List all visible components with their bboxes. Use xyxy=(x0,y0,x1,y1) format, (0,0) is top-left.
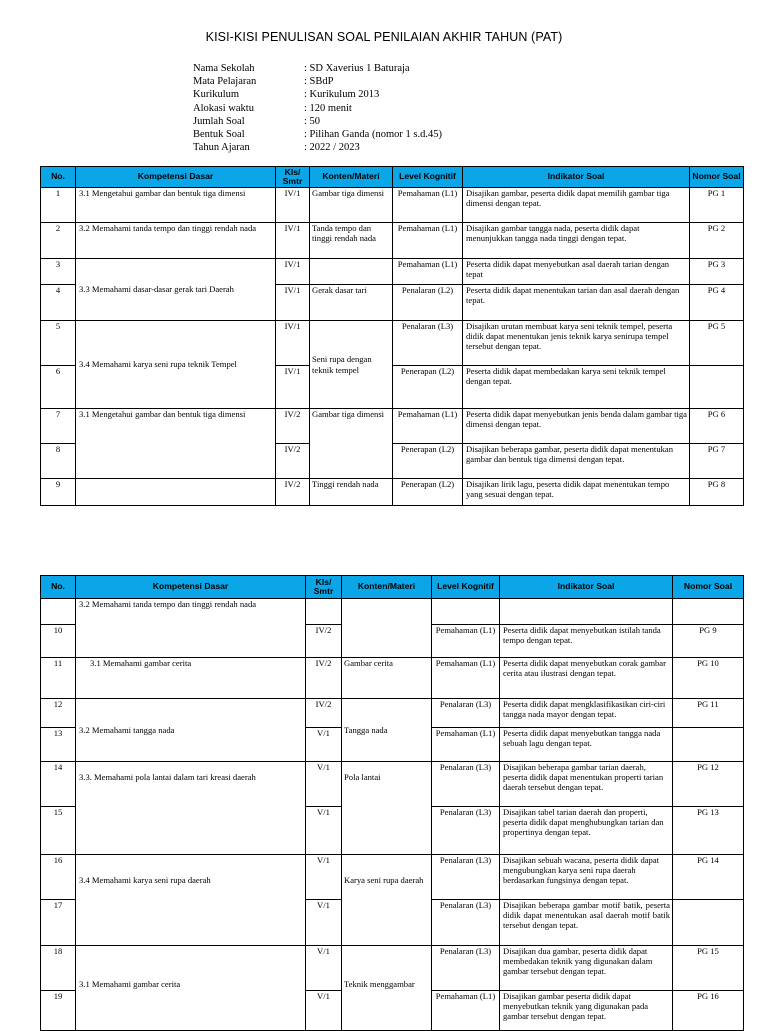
cell-konten xyxy=(342,599,432,658)
cell-kompetensi: 3.1 Memahami gambar cerita xyxy=(76,946,306,1031)
cell-no: 12 xyxy=(41,699,76,728)
cell-kls: IV/1 xyxy=(276,285,310,321)
cell-no: 10 xyxy=(41,625,76,658)
cell-konten xyxy=(310,259,393,285)
header-level: Level Kognitif xyxy=(393,167,463,188)
cell-nomor: PG 15 xyxy=(673,946,744,991)
cell-nomor: PG 6 xyxy=(690,409,744,444)
cell-no: 9 xyxy=(41,479,76,506)
info-row xyxy=(193,75,442,88)
kisi-table-1 xyxy=(40,166,744,506)
cell-konten: Tangga nada xyxy=(342,699,432,762)
info-label: Tahun Ajaran xyxy=(193,142,250,154)
info-value: : 120 menit xyxy=(304,102,352,114)
cell-no: 13 xyxy=(41,728,76,762)
cell-indikator: Disajikan gambar tangga nada, peserta didik dapat menunjukkan tangga nada tinggi dengan tepat. xyxy=(463,223,690,259)
cell-kompetensi: 3.4 Memahami karya seni rupa daerah xyxy=(76,855,306,946)
info-value: : 50 xyxy=(304,115,321,127)
cell-kls: IV/2 xyxy=(306,658,342,699)
cell-no: 17 xyxy=(41,900,76,946)
cell-konten: Gambar cerita xyxy=(342,658,432,699)
table-row xyxy=(41,479,744,506)
cell-kls: IV/1 xyxy=(276,366,310,409)
info-label: Jumlah Soal xyxy=(193,115,245,127)
cell-no: 7 xyxy=(41,409,76,444)
info-value: : SBdP xyxy=(304,76,334,88)
cell-indikator: Disajikan dua gambar, peserta didik dapat membedakan teknik yang digunakan dalam gambar tersebut dengan tepat. xyxy=(500,946,673,991)
header-no: No. xyxy=(41,576,76,599)
cell-nomor: PG 4 xyxy=(690,285,744,321)
cell-no: 15 xyxy=(41,807,76,855)
cell-kls: V/1 xyxy=(306,855,342,900)
cell-level: Pemahaman (L1) xyxy=(432,728,500,762)
cell-nomor: PG 3 xyxy=(690,259,744,285)
cell-no: 5 xyxy=(41,321,76,366)
table-row xyxy=(41,599,744,625)
cell-nomor: PG 5 xyxy=(690,321,744,366)
cell-kompetensi: 3.1 Mengetahui gambar dan bentuk tiga dimensi xyxy=(76,188,276,223)
cell-level: Penalaran (L3) xyxy=(432,807,500,855)
cell-no: 8 xyxy=(41,444,76,479)
cell-level: Penalaran (L3) xyxy=(432,946,500,991)
cell-konten: Pola lantai xyxy=(342,762,432,855)
info-value: : SD Xaverius 1 Baturaja xyxy=(304,63,410,74)
cell-level: Penalaran (L3) xyxy=(432,699,500,728)
table-row xyxy=(41,855,744,900)
cell-level: Pemahaman (L1) xyxy=(432,658,500,699)
table-header-row xyxy=(41,576,744,599)
cell-level: Pemahaman (L1) xyxy=(432,991,500,1031)
table-row xyxy=(41,762,744,807)
cell-level: Penalaran (L3) xyxy=(393,321,463,366)
table-row xyxy=(41,699,744,728)
cell-indikator: Disajikan sebuah wacana, peserta didik dapat mengubungkan karya seni rupa daerah berdasarkan fungsinya dengan tepat. xyxy=(500,855,673,900)
cell-no: 3 xyxy=(41,259,76,285)
cell-kompetensi: 3.3. Memahami pola lantai dalam tari kreasi daerah xyxy=(76,762,306,855)
cell-kls: V/1 xyxy=(306,991,342,1031)
cell-indikator: Peserta didik dapat menentukan tarian dan asal daerah dengan tepat. xyxy=(463,285,690,321)
cell-level: Pemahaman (L1) xyxy=(393,223,463,259)
cell-level xyxy=(432,599,500,625)
cell-indikator: Peserta didik dapat menyebutkan jenis benda dalam gambar tiga dimensi dengan tepat. xyxy=(463,409,690,444)
cell-no xyxy=(41,599,76,625)
info-label: Bentuk Soal xyxy=(193,128,245,140)
cell-kls: V/1 xyxy=(306,900,342,946)
info-label: Alokasi waktu xyxy=(193,102,254,114)
header-kompetensi: Kompetensi Dasar xyxy=(76,167,276,188)
cell-indikator: Disajikan lirik lagu, peserta didik dapat menentukan tempo yang sesuai dengan tepat. xyxy=(463,479,690,506)
table-row xyxy=(41,223,744,259)
header-kompetensi: Kompetensi Dasar xyxy=(76,576,306,599)
cell-kompetensi: 3.4 Memahami karya seni rupa teknik Tempel xyxy=(76,321,276,409)
cell-kls: IV/2 xyxy=(276,479,310,506)
cell-nomor xyxy=(673,599,744,625)
cell-no: 2 xyxy=(41,223,76,259)
cell-indikator: Peserta didik dapat membedakan karya seni teknik tempel dengan tepat. xyxy=(463,366,690,409)
cell-level: Penalaran (L2) xyxy=(393,285,463,321)
cell-nomor: PG 12 xyxy=(673,762,744,807)
header-kls: Kls/ Smtr xyxy=(276,167,310,188)
cell-kls: IV/1 xyxy=(276,223,310,259)
cell-indikator: Disajikan gambar, peserta didik dapat memilih gambar tiga dimensi dengan tepat. xyxy=(463,188,690,223)
cell-nomor: PG 9 xyxy=(673,625,744,658)
table-row xyxy=(41,259,744,285)
info-row xyxy=(193,141,442,154)
cell-indikator: Peserta didik dapat mengklasifikasikan ciri-ciri tangga nada mayor dengan tepat. xyxy=(500,699,673,728)
cell-kls: IV/2 xyxy=(276,444,310,479)
info-label: Mata Pelajaran xyxy=(193,76,257,88)
info-label: Nama Sekolah xyxy=(193,63,255,74)
cell-konten: Gerak dasar tari xyxy=(310,285,393,321)
cell-level: Penerapan (L2) xyxy=(393,444,463,479)
cell-no: 19 xyxy=(41,991,76,1031)
cell-nomor: PG 1 xyxy=(690,188,744,223)
table-row xyxy=(41,658,744,699)
cell-level: Pemahaman (L1) xyxy=(393,409,463,444)
header-kls: Kls/ Smtr xyxy=(306,576,342,599)
cell-kompetensi: 3.1 Mengetahui gambar dan bentuk tiga dimensi xyxy=(76,409,276,479)
cell-level: Pemahaman (L1) xyxy=(393,188,463,223)
kisi-table-2 xyxy=(40,575,744,1031)
cell-indikator: Disajikan beberapa gambar, peserta didik dapat menentukan gambar dan bentuk tiga dimensi dengan tepat. xyxy=(463,444,690,479)
cell-kls: V/1 xyxy=(306,728,342,762)
document-title: KISI-KISI PENULISAN SOAL PENILAIAN AKHIR TAHUN (PAT) xyxy=(205,30,563,44)
info-row xyxy=(193,88,442,101)
cell-kls: IV/2 xyxy=(276,409,310,444)
cell-nomor xyxy=(690,366,744,409)
cell-no: 1 xyxy=(41,188,76,223)
cell-kls: IV/1 xyxy=(276,259,310,285)
info-value: : 2022 / 2023 xyxy=(304,142,360,154)
cell-nomor: PG 14 xyxy=(673,855,744,900)
info-value: : Pilihan Ganda (nomor 1 s.d.45) xyxy=(304,128,442,140)
cell-konten: Tanda tempo dan tinggi rendah nada xyxy=(310,223,393,259)
info-label: Kurikulum xyxy=(193,89,240,101)
cell-no: 6 xyxy=(41,366,76,409)
cell-indikator: Disajikan gambar peserta didik dapat menyebutkan teknik yang digunakan pada gambar tersebut dengan tepat. xyxy=(500,991,673,1031)
table-row xyxy=(41,188,744,223)
table-row xyxy=(41,946,744,991)
cell-konten: Seni rupa dengan teknik tempel xyxy=(310,321,393,409)
cell-kompetensi: 3.1 Memahami gambar cerita xyxy=(76,658,306,699)
cell-kls: V/1 xyxy=(306,762,342,807)
cell-level: Penerapan (L2) xyxy=(393,479,463,506)
cell-level: Penerapan (L2) xyxy=(393,366,463,409)
info-row xyxy=(193,115,442,128)
cell-nomor: PG 16 xyxy=(673,991,744,1031)
cell-no: 16 xyxy=(41,855,76,900)
cell-konten: Karya seni rupa daerah xyxy=(342,855,432,946)
cell-kompetensi: 3.2 Memahami tangga nada xyxy=(76,699,306,762)
cell-nomor: PG 8 xyxy=(690,479,744,506)
cell-kls: V/1 xyxy=(306,807,342,855)
info-row xyxy=(193,62,442,75)
cell-level: Penalaran (L3) xyxy=(432,762,500,807)
cell-nomor: PG 10 xyxy=(673,658,744,699)
cell-indikator: Disajikan beberapa gambar tarian daerah, peserta didik dapat menentukan properti tarian daerah tersebut dengan tepat. xyxy=(500,762,673,807)
cell-konten: Tinggi rendah nada xyxy=(310,479,393,506)
cell-indikator: Disajikan urutan membuat karya seni teknik tempel, peserta didik dapat menentukan jenis teknik karya senirupa tempel tersebut dengan tepat. xyxy=(463,321,690,366)
cell-no: 14 xyxy=(41,762,76,807)
cell-konten: Gambar tiga dimensi xyxy=(310,409,393,479)
table-row xyxy=(41,409,744,444)
cell-indikator: Peserta didik dapat menyebutkan corak gambar cerita atau ilustrasi dengan tepat. xyxy=(500,658,673,699)
cell-nomor: PG 2 xyxy=(690,223,744,259)
info-value: : Kurikulum 2013 xyxy=(304,89,380,101)
cell-kls: IV/1 xyxy=(276,188,310,223)
cell-kompetensi: 3.2 Memahami tanda tempo dan tinggi rendah nada xyxy=(76,599,306,658)
cell-konten: Teknik menggambar xyxy=(342,946,432,1031)
info-row xyxy=(193,102,442,115)
cell-kls xyxy=(306,599,342,625)
cell-nomor xyxy=(673,900,744,946)
header-nomor: Nomor Soal xyxy=(673,576,744,599)
cell-nomor: PG 13 xyxy=(673,807,744,855)
header-level: Level Kognitif xyxy=(432,576,500,599)
table-row xyxy=(41,321,744,366)
cell-kompetensi: 3.2 Memahami tanda tempo dan tinggi rendah nada xyxy=(76,223,276,259)
table-header-row xyxy=(41,167,744,188)
cell-level: Pemahaman (L1) xyxy=(432,625,500,658)
cell-indikator: Peserta didik dapat menyebutkan istilah tanda tempo dengan tepat. xyxy=(500,625,673,658)
cell-no: 11 xyxy=(41,658,76,699)
cell-kompetensi: 3.3 Memahami dasar-dasar gerak tari Daerah xyxy=(76,259,276,321)
cell-indikator: Peserta didik dapat menyebutkan asal daerah tarian dengan tepat xyxy=(463,259,690,285)
header-konten: Konten/Materi xyxy=(310,167,393,188)
cell-no: 18 xyxy=(41,946,76,991)
cell-nomor: PG 7 xyxy=(690,444,744,479)
cell-kompetensi xyxy=(76,479,276,506)
header-indikator: Indikator Soal xyxy=(463,167,690,188)
cell-indikator: Disajikan tabel tarian daerah dan properti, peserta didik dapat menghubungkan tarian dan propertinya dengan tepat. xyxy=(500,807,673,855)
cell-kls: IV/2 xyxy=(306,625,342,658)
header-indikator: Indikator Soal xyxy=(500,576,673,599)
cell-konten: Gambar tiga dimensi xyxy=(310,188,393,223)
cell-no: 4 xyxy=(41,285,76,321)
cell-level: Pemahaman (L1) xyxy=(393,259,463,285)
cell-nomor xyxy=(673,728,744,762)
header-konten: Konten/Materi xyxy=(342,576,432,599)
school-info xyxy=(193,62,442,154)
cell-level: Penalaran (L3) xyxy=(432,900,500,946)
cell-kls: V/1 xyxy=(306,946,342,991)
cell-nomor: PG 11 xyxy=(673,699,744,728)
info-row xyxy=(193,128,442,141)
header-no: No. xyxy=(41,167,76,188)
cell-indikator xyxy=(500,599,673,625)
cell-indikator: Peserta didik dapat menyebutkan tangga nada sebuah lagu dengan tepat. xyxy=(500,728,673,762)
cell-kls: IV/1 xyxy=(276,321,310,366)
header-nomor: Nomor Soal xyxy=(690,167,744,188)
cell-kls: IV/2 xyxy=(306,699,342,728)
cell-indikator: Disajikan beberapa gambar motif batik, peserta didik dapat menentukan asal daerah motif batik tersebut dengan tepat. xyxy=(500,900,673,946)
cell-level: Penalaran (L3) xyxy=(432,855,500,900)
